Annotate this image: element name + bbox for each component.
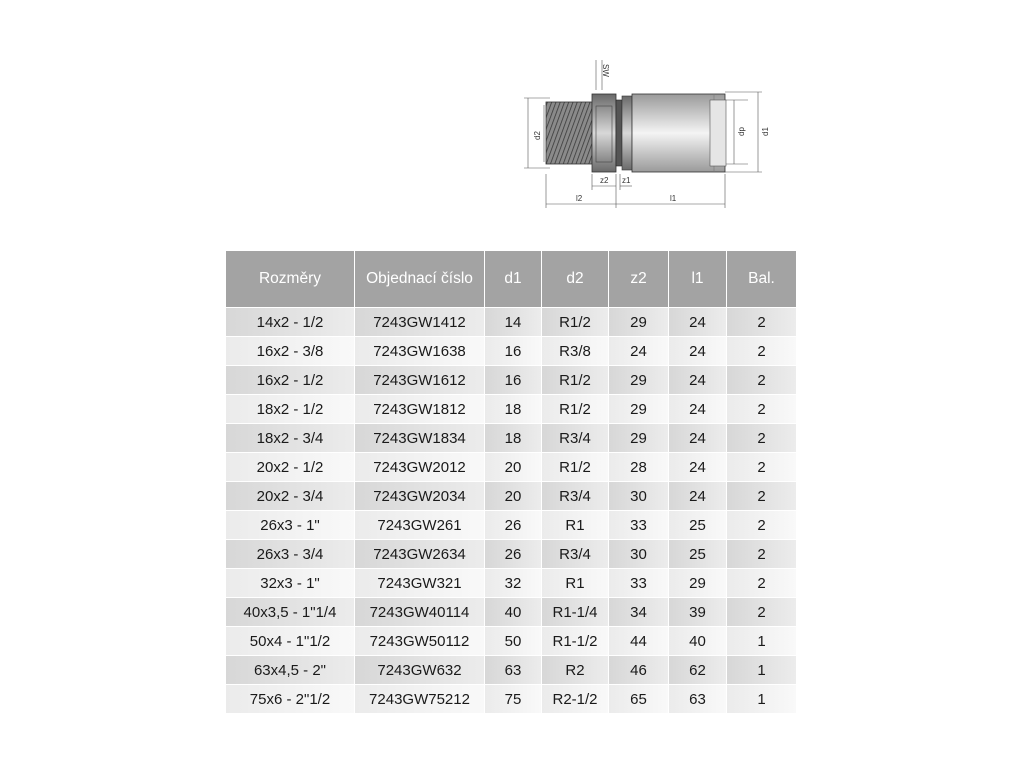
cell-order-number: 7243GW2012 [354,452,484,481]
cell-d1: 63 [484,655,541,684]
cell-l1: 25 [668,510,726,539]
cell-z2: 28 [608,452,668,481]
cell-dimensions: 75x6 - 2"1/2 [226,684,354,713]
label-d1: d1 [761,127,770,136]
cell-z2: 44 [608,626,668,655]
column-header-package: Bal. [726,251,796,307]
cell-z2: 33 [608,568,668,597]
cell-l1: 63 [668,684,726,713]
cell-package: 2 [726,394,796,423]
table-row [226,452,796,481]
cell-l1: 24 [668,365,726,394]
cell-d2: R2-1/2 [541,684,608,713]
column-header-d2: d2 [541,251,608,307]
cell-d2: R3/4 [541,423,608,452]
column-header-order-number: Objednací číslo [354,251,484,307]
table-row [226,365,796,394]
cell-d1: 20 [484,481,541,510]
cell-dimensions: 50x4 - 1"1/2 [226,626,354,655]
cell-d2: R1/2 [541,394,608,423]
cell-package: 2 [726,365,796,394]
cell-package: 2 [726,452,796,481]
cell-z2: 46 [608,655,668,684]
cell-package: 2 [726,423,796,452]
cell-order-number: 7243GW50112 [354,626,484,655]
cell-dimensions: 26x3 - 1" [226,510,354,539]
cell-d1: 26 [484,510,541,539]
label-d2: d2 [533,131,542,140]
cell-order-number: 7243GW261 [354,510,484,539]
cell-d1: 18 [484,394,541,423]
table-row [226,655,796,684]
cell-package: 2 [726,336,796,365]
cell-z2: 29 [608,365,668,394]
cell-z2: 65 [608,684,668,713]
cell-package: 2 [726,481,796,510]
cell-d2: R2 [541,655,608,684]
cell-d2: R1 [541,510,608,539]
cell-z2: 29 [608,423,668,452]
cell-package: 2 [726,307,796,336]
cell-order-number: 7243GW1834 [354,423,484,452]
cell-d1: 16 [484,336,541,365]
cell-package: 2 [726,597,796,626]
cell-order-number: 7243GW2034 [354,481,484,510]
cell-order-number: 7243GW321 [354,568,484,597]
table-row [226,307,796,336]
cell-package: 1 [726,655,796,684]
cell-package: 1 [726,626,796,655]
cell-d1: 75 [484,684,541,713]
table-body [226,307,796,713]
table-row [226,394,796,423]
cell-package: 2 [726,510,796,539]
cell-l1: 62 [668,655,726,684]
cell-d2: R1/2 [541,365,608,394]
cell-d2: R1-1/2 [541,626,608,655]
cell-order-number: 7243GW1412 [354,307,484,336]
cell-d1: 14 [484,307,541,336]
cell-dimensions: 18x2 - 1/2 [226,394,354,423]
table-row [226,684,796,713]
table-row [226,481,796,510]
cell-z2: 33 [608,510,668,539]
cell-d2: R3/4 [541,539,608,568]
cell-l1: 24 [668,394,726,423]
cell-dimensions: 16x2 - 1/2 [226,365,354,394]
label-l2: l2 [576,194,583,203]
cell-order-number: 7243GW2634 [354,539,484,568]
cell-z2: 29 [608,307,668,336]
cell-d1: 40 [484,597,541,626]
cell-d1: 32 [484,568,541,597]
fitting-technical-drawing [510,40,780,215]
cell-dimensions: 26x3 - 3/4 [226,539,354,568]
label-l1: l1 [670,194,677,203]
label-wrench-size: SW [601,64,610,77]
cell-dimensions: 14x2 - 1/2 [226,307,354,336]
cell-z2: 34 [608,597,668,626]
table-row [226,597,796,626]
table-row [226,539,796,568]
cell-d2: R1 [541,568,608,597]
cell-order-number: 7243GW40114 [354,597,484,626]
cell-dimensions: 40x3,5 - 1"1/4 [226,597,354,626]
cell-z2: 30 [608,539,668,568]
cell-l1: 24 [668,452,726,481]
label-dp: dp [737,127,746,136]
cell-order-number: 7243GW1812 [354,394,484,423]
cell-d2: R1/2 [541,452,608,481]
cell-package: 2 [726,568,796,597]
cell-order-number: 7243GW1612 [354,365,484,394]
cell-d2: R3/8 [541,336,608,365]
cell-l1: 24 [668,307,726,336]
cell-z2: 24 [608,336,668,365]
cell-l1: 25 [668,539,726,568]
cell-order-number: 7243GW1638 [354,336,484,365]
cell-d1: 16 [484,365,541,394]
column-header-z2: z2 [608,251,668,307]
table-row [226,568,796,597]
fitting-drawing-svg [510,40,780,215]
cell-d1: 20 [484,452,541,481]
cell-l1: 29 [668,568,726,597]
cell-d1: 26 [484,539,541,568]
table-row [226,510,796,539]
cell-l1: 24 [668,423,726,452]
column-header-dimensions: Rozměry [226,251,354,307]
cell-package: 1 [726,684,796,713]
cell-d2: R1-1/4 [541,597,608,626]
cell-dimensions: 20x2 - 1/2 [226,452,354,481]
cell-dimensions: 63x4,5 - 2" [226,655,354,684]
table-row [226,626,796,655]
column-header-d1: d1 [484,251,541,307]
cell-order-number: 7243GW632 [354,655,484,684]
cell-l1: 40 [668,626,726,655]
cell-l1: 24 [668,336,726,365]
cell-z2: 29 [608,394,668,423]
label-z1: z1 [622,176,631,185]
cell-dimensions: 16x2 - 3/8 [226,336,354,365]
cell-z2: 30 [608,481,668,510]
cell-l1: 24 [668,481,726,510]
cell-d2: R1/2 [541,307,608,336]
column-header-l1: l1 [668,251,726,307]
cell-package: 2 [726,539,796,568]
table-row [226,423,796,452]
table-row [226,336,796,365]
cell-l1: 39 [668,597,726,626]
cell-dimensions: 18x2 - 3/4 [226,423,354,452]
label-z2: z2 [600,176,609,185]
table-header-row [226,251,796,307]
cell-d2: R3/4 [541,481,608,510]
spec-table [226,251,796,713]
cell-dimensions: 20x2 - 3/4 [226,481,354,510]
cell-d1: 50 [484,626,541,655]
cell-order-number: 7243GW75212 [354,684,484,713]
cell-d1: 18 [484,423,541,452]
cell-dimensions: 32x3 - 1" [226,568,354,597]
